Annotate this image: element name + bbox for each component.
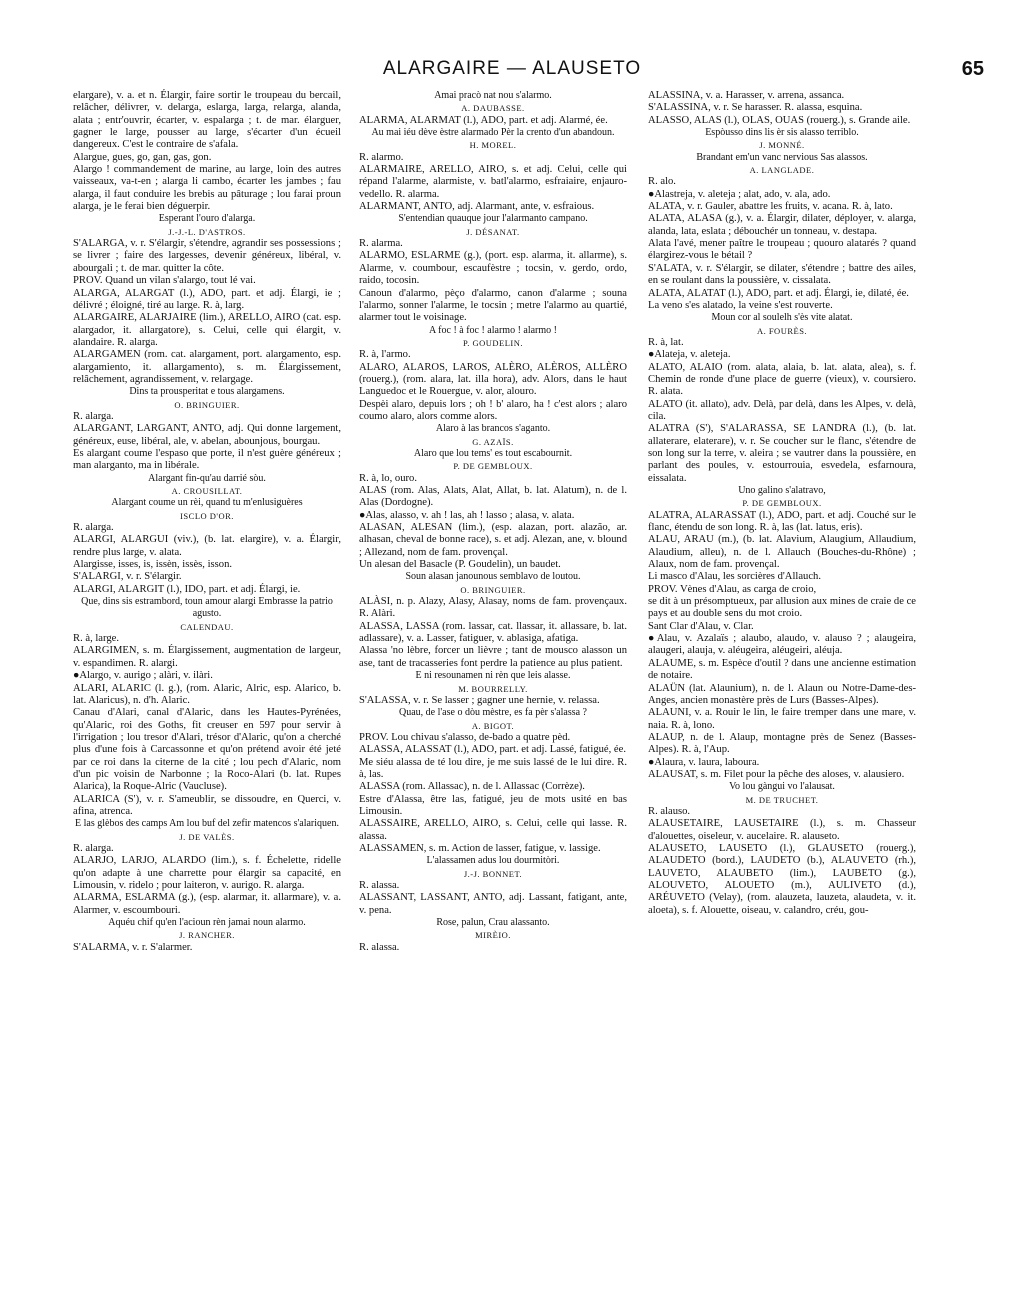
dictionary-entry: ALARO, ALAROS, LAROS, ALÈRO, ALÈROS, ALLÈRO (rouerg.), (rom. alara, lat. illa hora), adv. Alors, dans le haut Languedoc et le Rouergue, v. alor, alouro. [359,361,627,398]
quotation: Amai pracò nat nou s'alarmo. [434,90,552,101]
quotation-author: P. DE GEMBLOUX. [453,461,533,472]
quotation-author: M. DE TRUCHET. [745,794,819,805]
dictionary-entry: ALAUSAT, s. m. Filet pour la pêche des aloses, v. alausiero. [648,768,905,780]
dictionary-entry: S'ALARGI, v. r. S'élargir. [73,571,182,583]
quotation: Alaro que lou tems' es tout escabournit. [413,447,573,459]
dictionary-entry: ALASSA, LASSA (rom. lassar, cat. llassar, it. allassare, b. lat. adlassare), v. a. Lasser, fatiguer, v. ablasiga, afatiga. [359,620,627,645]
dictionary-entry: ALARICA (S'), v. r. S'ameublir, se dissoudre, en Querci, v. afina, atrenca. [73,793,341,817]
quotation: Vo lou gàngui vo l'alausat. [729,781,835,793]
dictionary-entry: ALATO, ALAIO (rom. alata, alaia, b. lat. alata, alea), s. f. Chemin de ronde d'une place de guerre (vieux), v. coursiero. R. alata. [648,361,916,398]
dictionary-entry: ALARGAIRE, ALARJAIRE (lim.), ARELLO, AIRO (cat. esp. alargador, it. allargatore), s. Celui, celle qui élargit, v. alandaire. R. alarga. [73,312,341,348]
quotation: E las glèbos des camps Am lou buf del zefir matencos s'alariquen. [75,818,339,830]
dictionary-entry: ALASSA, ALASSAT (l.), ADO, part. et adj. Lassé, fatigué, ée. [359,744,626,756]
dictionary-entry: ALÀSI, n. p. Alazy, Alasy, Alasay, noms de fam. provençaux. R. Alàri. [359,596,627,620]
dictionary-entry: Li masco d'Alau, les sorcières d'Allauch. [648,571,821,583]
dictionary-entry: ●Alaura, v. laura, laboura. [648,756,760,768]
quotation-author: G. AZAÏS. [472,436,514,447]
quotation: A foc ! à foc ! alarmo ! alarmo ! [429,324,557,336]
dictionary-entry: ALAÜN (lat. Alaunium), n. de l. Alaun ou Notre-Dame-des-Anges, ancien monastère près de Lurs (Basses-Alpes). [648,682,916,706]
dictionary-entry: ALAU, ARAU (m.), (b. lat. Alavium, Alaugium, Allaudium, Alaudium, alleu), n. de l. Allauch (Bouches-du-Rhône) ; Alaux, nom de fam. provençal. [648,534,916,571]
dictionary-entry: ●Alau, v. Azalaïs ; alaubo, alaudo, v. alauso ? ; alaugeira, alaugeri, alauja, v. aléugeira, aléugeiri, aléuja. [648,633,916,657]
dictionary-entry: ALARGIMEN, s. m. Élargissement, augmentation de largeur, v. espandimen. R. alargi. [73,645,341,669]
dictionary-entry: R. alo. [648,176,676,188]
dictionary-entry: Canau d'Alari, canal d'Alaric, dans les Hautes-Pyrénées, qu'Alaric, roi des Goths, fit creuser en 597 pour servir à l'irrigation ; lou tresor d'Alari, trésor d'Alaric, qu'on a cherché plus d'une fois à Carcassonne et qu'on prétend avoir été jeté par ce roi dans la citerne de la cité ; lou pech d'Alaric, nom d'un pic voisin de Narbonne ; la Roco-Alari (b. lat. Rupes Alarica), la Roque-Alric (Vaucluse). [73,707,341,793]
dictionary-entry: Alata l'avé, mener paître le troupeau ; quouro alatarés ? quand élargirez-vous le bétail ? [648,238,916,262]
quotation: Esperant l'ouro d'alarga. [158,213,256,225]
quotation-author: M. BOURRELLY. [458,683,528,694]
quotation-author: O. BRINGUIER. [174,399,240,410]
quotation: Moun cor al soulelh s'ès vite alatat. [711,312,853,324]
dictionary-entry: ●Alargo, v. aurigo ; alàri, v. ilàri. [73,670,213,682]
quotation: Dins ta prousperitat e tous alargamens. [129,386,285,398]
quotation: Au mai iéu dève èstre alarmado Pèr la crento d'un abandoun. [371,127,615,139]
running-title: ALARGAIRE — ALAUSETO [382,58,642,79]
dictionary-entry: S'ALATA, v. r. S'élargir, se dilater, s'étendre ; battre des ailes, en se roulant dans la poussière, v. cissalata. [648,262,916,287]
dictionary-entry: ALATRA (S'), S'ALARASSA, SE LANDRA (l.), (b. lat. allaterare, elaterare), v. r. Se coucher sur le flanc, s'étendre de son long sur la terre, v. aleira ; se vautrer dans la poussière, en parlant des poules, v. estourrouia, esvedela, esfarnoura, eissalata. [648,423,916,484]
quotation-author: J. DE VALÈS. [179,831,235,842]
quotation: Uno galino s'alatravo, [738,485,826,496]
dictionary-entry: ALARMA, ESLARMA (g.), (esp. alarmar, it. allarmare), v. a. Alarmer, v. escoumbouri. [73,892,341,916]
dictionary-entry: R. à, lo, ouro. [359,472,417,484]
dictionary-entry: ALATA, v. r. Gauler, abattre les fruits, v. acana. R. à, lato. [648,201,893,213]
dictionary-entry: S'ALARGA, v. r. S'élargir, s'étendre, agrandir ses possessions ; se livrer ; faire des largesses, devenir généreux, libéral, v. abourgali ; t. de mar. quitter la côte. [73,238,341,274]
quotation-author: CALENDAU. [180,621,234,632]
quotation: Soun alasan janounous semblavo de loutou. [405,571,581,583]
dictionary-entry: ALASSA (rom. Allassac), n. de l. Allassac (Corrèze). [359,781,585,793]
column-1 [73,90,341,954]
dictionary-entry: R. alarmo. [359,151,404,163]
column-2 [359,90,627,954]
quotation: Alargant coume un rèi, quand tu m'enlusiguères [111,497,303,509]
dictionary-entry: Canoun d'alarmo, pèço d'alarmo, canon d'alarme ; souna l'alarmo, sonner l'alarme, le tocsin ; metre l'alarmo au quartié, alarmer tout le voisinage. [359,287,627,324]
dictionary-entry: ALARGA, ALARGAT (l.), ADO, part. et adj. Élargi, ie ; délivré ; éloigné, tiré au large. R. à, larg. [73,287,341,311]
quotation: Quau, de l'ase o dòu mèstre, es fa pèr s'alassa ? [399,707,587,719]
quotation-author: J.-J. BONNET. [463,868,523,879]
quotation-author: H. MOREL. [469,140,517,151]
quotation: Que, dins sis estrambord, toun amour alargi Embrasse la patrio agusto. [81,596,333,620]
quotation-author: ISCLO D'OR. [180,510,234,521]
dictionary-entry: ALARI, ALARIC (l. g.), (rom. Alaric, Alric, esp. Alarico, b. lat. Alaricus), n. d'h. Alaric. [73,682,341,706]
page-number: 65 [961,58,984,80]
quotation-author: A. CROUSILLAT. [171,486,243,496]
quotation-author: J. DÉSANAT. [466,226,520,237]
dictionary-entry: ●Alateja, v. aleteja. [648,349,731,361]
dictionary-entry: ALARMO, ESLARME (g.), (port. esp. alarma, it. allarme), s. Alarme, v. coumbour, escaufèstre ; tocsin, v. gerdo, ordo, raido, tocosin. [359,250,627,287]
dictionary-entry: Alargo ! commandement de marine, au large, loin des autres vaisseaux, va-t-en ; alarga li cambo, écarter les jambes ; fau alarga, il faut conduire les brebis au pâturage ; lou farai proun alarga, je le ferai bien déguerpir. [73,164,341,213]
quotation: Espòusso dins lis èr sis alasso terriblo. [705,127,859,139]
dictionary-entry: ●Alas, alasso, v. ah ! las, ah ! lasso ; alasa, v. alata. [359,509,575,521]
quotation: Brandant em'un vanc nervious Sas alassos. [696,151,868,163]
quotation-author: A. BIGOT. [471,720,515,731]
quotation-author: MIRÈIO. [475,930,511,941]
dictionary-entry: ALARMANT, ANTO, adj. Alarmant, ante, v. esfraious. [359,201,595,213]
dictionary-entry: ALATA, ALATAT (l.), ADO, part. et adj. Élargi, ie, dilaté, ée. [648,287,909,299]
quotation-author: A. DAUBASSE. [461,103,525,114]
dictionary-entry: Estre d'Alassa, être las, fatigué, jeu de mots usité en bas Limousin. [359,793,627,817]
dictionary-entry: ALASSINA, v. a. Harasser, v. arrena, assanca. [648,90,845,101]
dictionary-entry: ALAUP, n. de l. Alaup, montagne près de Senez (Basses-Alpes). R. à, l'Aup. [648,731,916,756]
dictionary-entry: Alassa 'no lèbre, forcer un lièvre ; tant de mousco alasson un ase, tant de tracasseries font perdre la patience au plus patient. [359,645,627,669]
dictionary-entry: ALAS (rom. Alas, Alats, Alat, Allat, b. lat. Alatum), n. de l. Alas (Dordogne). [359,485,627,509]
column-3 [648,90,916,917]
dictionary-entry: ALASSO, ALAS (l.), OLAS, OUAS (rouerg.), s. Grande aile. [648,114,911,126]
quotation: S'entendian quauque jour l'alarmanto campano. [398,213,588,225]
dictionary-entry: R. alauso. [648,805,691,817]
dictionary-entry: ALAUSETAIRE, LAUSETAIRE (l.), s. m. Chasseur d'alouettes, oiseleur, v. aucelaire. R. alauseto. [648,818,916,842]
dictionary-entry: R. alarga. [73,842,114,854]
quotation-author: A. LANGLADE. [749,165,815,176]
dictionary-entry: R. à, l'armo. [359,349,411,361]
quotation: Aquéu chif qu'en l'acioun rèn jamai noun alarmo. [108,917,306,929]
dictionary-entry: R. alassa. [359,880,400,891]
quotation-author: J.-J.-L. D'ASTROS. [168,226,246,237]
dictionary-entry: ALATA, ALASA (g.), v. a. Élargir, dilater, déployer, v. alarga, alanda, lata, eslata ; débouchér un tonneau, v. destapa. [648,213,916,237]
dictionary-entry: ALARJO, LARJO, ALARDO (lim.), s. f. Échelette, ridelle qu'on adapte à une charrette pour élargir sa capacité, en Limousin, v. ridelo ; pour laiteron, v. aurigo. R. alarga. [73,855,341,891]
dictionary-entry: R. alarga. [73,522,114,534]
dictionary-entry: ALAUSETO, LAUSETO (l.), GLAUSETO (rouerg.), ALAUDETO (bord.), LAUDETO (b.), ALAUVETO (rh.), LAUVETO, ALAUBETO (lim.), LAUBETO (g.), ALOUVETO, ALOUETO (m.), AULIVETO (d.), ARÉUVETO (Velay), (rom. alauzeta, lauzeta, alaudeta, v. it. aloeta), s. f. Alouette, oiseau, v. calandro, créu, gou- [648,842,916,916]
dictionary-entry: elargare), v. a. et n. Élargir, faire sortir le troupeau du bercail, relâcher, délivrer, v. delarga, eslarga, larga, relarga, alanda, alata ; entr'ouvrir, écarter, v. espalarga ; t. de mar. élarguer, gagner le large, pousser au large, s'écarter d'un écueil dangereux. C'est le contraire de s'afala. [73,90,341,151]
dictionary-entry: Me siéu alassa de té lou dire, je me suis lassé de le lui dire. R. à, las. [359,756,627,780]
quotation-author: P. DE GEMBLOUX. [742,498,822,509]
dictionary-entry: R. à, large. [73,633,119,645]
dictionary-entry: PROV. Vènes d'Alau, as carga de croio, [648,583,817,595]
dictionary-entry: Un alesan del Basacle (P. Goudelin), un baudet. [359,559,561,571]
dictionary-entry: R. alarga. [73,410,114,422]
quotation-author: J. RANCHER. [179,930,235,941]
dictionary-entry: R. alarma. [359,238,403,250]
dictionary-entry: PROV. Quand un vilan s'alargo, tout lé vai. [73,275,256,287]
dictionary-entry: Alargue, gues, go, gan, gas, gon. [73,151,212,163]
dictionary-entry: Sant Clar d'Alau, v. Clar. [648,620,754,632]
quotation: L'alassamen adus lou dourmitòri. [426,855,560,867]
quotation-author: J. MONNÉ. [759,140,805,151]
dictionary-entry: ALATRA, ALARASSAT (l.), ADO, part. et adj. Couché sur le flanc, étendu de son long. R. à, las (lat. latus, eris). [648,509,916,534]
quotation-author: A. FOURÈS. [756,325,808,336]
dictionary-entry: Alargisse, isses, is, issèn, issès, isson. [73,559,233,571]
dictionary-entry: ALASSAMEN, s. m. Action de lasser, fatigue, v. lassige. [359,842,601,854]
dictionary-entry: S'ALASSA, v. r. Se lasser ; gagner une hernie, v. relassa. [359,694,600,706]
dictionary-entry: ALATO (it. allato), adv. Delà, par delà, dans les Alpes, v. delà, cila. [648,398,916,422]
quotation: E ni resounamen ni rèn que leis alasse. [415,670,571,682]
dictionary-entry: ALARMA, ALARMAT (l.), ADO, part. et adj. Alarmé, ée. [359,114,608,126]
dictionary-entry: ALARGANT, LARGANT, ANTO, adj. Qui donne largement, généreux, euse, libéral, ale, v. abelan, abounjous, bourgau. [73,423,341,447]
dictionary-entry: Es alargant coume l'espaso que porte, il n'est guère généreux ; man alarganto, ma in libérale. [73,447,341,472]
dictionary-entry: R. à, lat. [648,336,684,348]
dictionary-entry: ALARGI, ALARGIT (l.), IDO, part. et adj. Élargi, ie. [73,583,301,595]
dictionary-entry: ALARMAIRE, ARELLO, AIRO, s. et adj. Celui, celle qui répand l'alarme, alarmiste, v. batl'alarmo, esfraiaire, enjauro-vedello. R. alarma. [359,164,627,200]
dictionary-entry: S'ALARMA, v. r. S'alarmer. [73,941,193,953]
dictionary-entry: ALAUME, s. m. Espèce d'outil ? dans une ancienne estimation de notaire. [648,657,916,682]
page-header [0,58,1024,86]
dictionary-entry: ALASSANT, LASSANT, ANTO, adj. Lassant, fatigant, ante, v. pena. [359,892,627,916]
quotation: Alargant fin-qu'au darrié sòu. [148,472,266,484]
dictionary-entry: ALARGAMEN (rom. cat. alargament, port. alargamento, esp. alargamiento, it. allargamento), s. m. Élargissement, relâchement, agrandissement, v. relargage. [73,349,341,385]
dictionary-entry: La veno s'es alatado, la veine s'est rouverte. [648,299,833,311]
dictionary-entry: se dit à un présomptueux, par allusion aux mines de craie de ce pays et au double sens du mot croio. [648,596,916,620]
dictionary-entry: ALASSAIRE, ARELLO, AIRO, s. Celui, celle qui lasse. R. alassa. [359,818,627,842]
dictionary-entry: ALARGI, ALARGUI (viv.), (b. lat. elargire), v. a. Élargir, rendre plus large, v. alata. [73,534,341,558]
quotation: Rose, palun, Crau alassanto. [436,917,550,929]
dictionary-entry: PROV. Lou chivau s'alasso, de-bado a quatre pèd. [359,731,571,743]
dictionary-entry: ●Alastreja, v. aleteja ; alat, ado, v. ala, ado. [648,188,831,200]
dictionary-entry: Despèi alaro, depuis lors ; oh ! b' alaro, ha ! c'est alors ; alaro coumo alaro, alors comme alors. [359,398,627,422]
dictionary-entry: ALAUNI, v. a. Rouir le lin, le faire tremper dans une mare, v. naia. R. à, lono. [648,707,916,731]
quotation: Alaro à las brancos s'aganto. [435,423,551,435]
dictionary-entry: R. alassa. [359,941,400,953]
quotation-author: P. GOUDELIN. [462,337,524,348]
dictionary-entry: ALASAN, ALESAN (lim.), (esp. alazan, port. alazão, ar. alhasan, cheval de bonne race), s. et adj. Alezan, ane, v. blound ; Allezand, nom de fam. provençal. [359,522,627,558]
dictionary-entry: S'ALASSINA, v. r. Se harasser. R. alassa, esquina. [648,102,863,114]
quotation-author: O. BRINGUIER. [460,584,526,595]
